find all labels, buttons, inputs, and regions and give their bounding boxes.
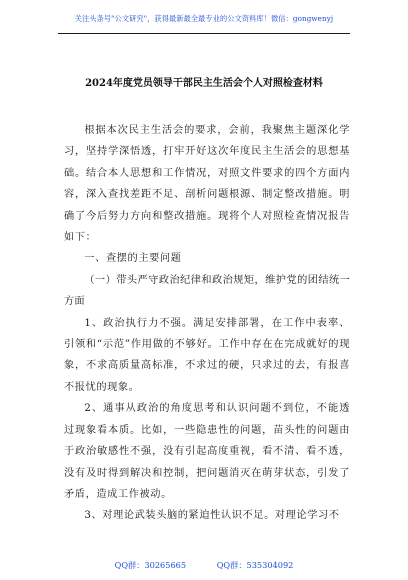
footer-qq-group-1: QQ群：30265665: [114, 560, 187, 570]
footer-qq-group-2: QQ群：535304092: [216, 560, 294, 570]
subsection-heading: （一）带头严守政治纪律和政治规矩，维护党的团结统一方面: [64, 274, 350, 308]
header-promo-note: 关注头条号"公文研究"，获得最新最全最专业的公文资料库！微信：gongwenyj: [74, 14, 334, 23]
document-body: [64, 120, 350, 527]
section-heading: 一、查摆的主要问题: [84, 253, 182, 265]
header-divider: [58, 33, 350, 34]
issue-paragraph-1: 1、政治执行力不强。满足安排部署，在工作中表率、引领和“示范”作用做的不够好。工作中存在在完成就好的现象，不求高质量高标准，不求过的硬，只求过的去，有报喜不报忧的现象。: [64, 317, 350, 393]
intro-paragraph: 根据本次民主生活会的要求，会前，我聚焦主题深化学习，坚持学深悟透，打牢开好这次年度民主生活会的思想基础。结合本人思想和工作情况，对照文件要求的四个方面内容，深入查找差距不足、剖析问题根源、制定整改措施。明确了今后努力方向和整改措施。现将个人对照检查情况报告如下：: [64, 125, 350, 244]
footer-qq-groups: [0, 560, 408, 571]
issue-paragraph-3: 3、对理论武装头脑的紧迫性认识不足。对理论学习不: [84, 510, 340, 522]
issue-paragraph-2: 2、通事从政治的角度思考和认识问题不到位，不能透过现象看本质。比如，一些隐患性的问题，苗头性的问题由于政治敏感性不强，没有引起高度重视，看不清、看不透，没有及时得到解决和控制，把问题消灭在萌芽状态，引发了矛盾，造成工作被动。: [64, 403, 350, 500]
document-title: 2024年度党员领导干部民主生活会个人对照检查材料: [85, 78, 323, 89]
